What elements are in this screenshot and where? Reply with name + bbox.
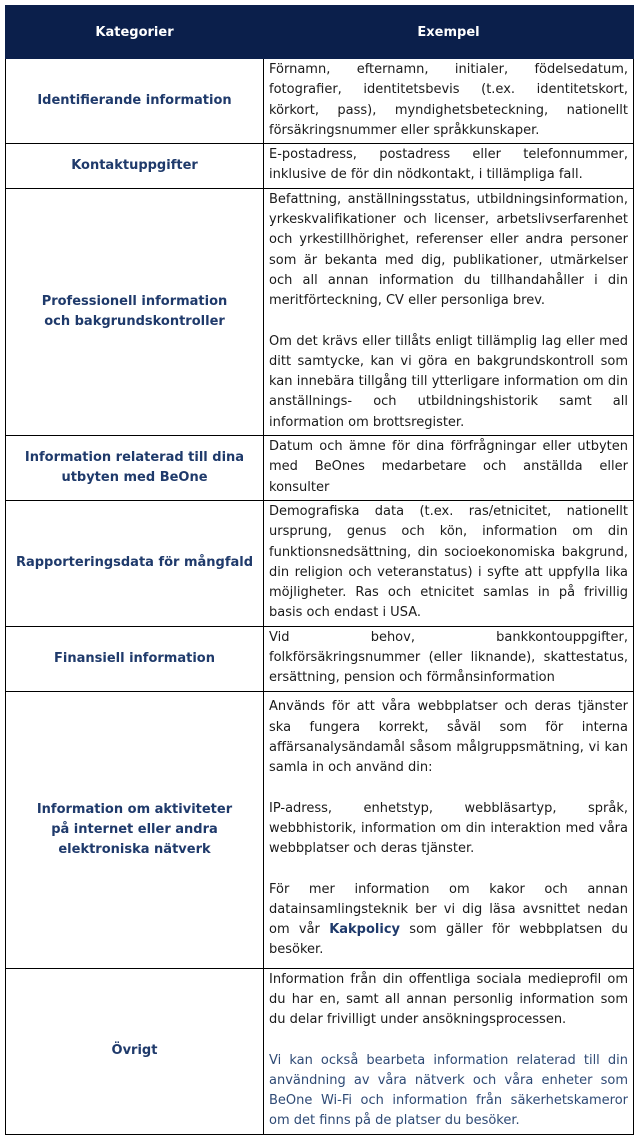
table-row bbox=[6, 188, 634, 435]
example-text-segment: som gäller för webbplatsen du besöker. bbox=[269, 922, 629, 958]
category-label-line: och bakgrundskontroller bbox=[44, 313, 225, 329]
example-text: E-postadress, postadress eller telefonnummer, inklusive de för din nödkontakt, i tillämpliga fall. bbox=[269, 147, 628, 183]
example-text: Om det krävs eller tillåts enligt tillämplig lag eller med ditt samtycke, kan vi göra en bakgrundskontroll som kan innebära tillgång till ytterligare information om din anställnings- och utbildningshistorik samt all information om brottsregister. bbox=[269, 333, 628, 430]
example-cell bbox=[264, 188, 634, 435]
example-text: Vi kan också bearbeta information relaterad till din användning av våra nätverk och våra enheter som BeOne Wi-Fi och information från säkerhetskameror om det finns på de platser du besöker. bbox=[269, 1052, 628, 1129]
category-label-line: elektroniska nätverk bbox=[58, 841, 211, 857]
category-label: Kontaktuppgifter bbox=[71, 157, 198, 173]
cookie-policy-link[interactable]: Kakpolicy bbox=[329, 922, 401, 938]
header-example: Exempel bbox=[264, 6, 634, 59]
example-text: Befattning, anställningsstatus, utbildningsinformation, yrkeskvalifikationer och licenser, arbetslivserfarenhet och yrkestillhörighet, referenser eller andra personer som är bekanta med dig, publikationer, utmärkelser och all annan information du tillhandahåller i din meritförteckning, CV eller personliga brev. bbox=[269, 191, 628, 309]
category-cell bbox=[6, 436, 264, 501]
header-category: Kategorier bbox=[6, 6, 264, 59]
example-text: Demografiska data (t.ex. ras/etnicitet, nationellt ursprung, genus och kön, information om din funktionsnedsättning, din socioekonomiska bakgrund, din religion och veteranstatus) i syfte att uppfylla lika möjligheter. Ras och etnicitet samlas in på frivillig basis och endast i USA. bbox=[269, 503, 628, 621]
category-label: Övrigt bbox=[111, 1043, 158, 1059]
category-cell bbox=[6, 144, 264, 189]
example-cell bbox=[264, 500, 634, 626]
example-text: Vid behov, bankkontouppgifter, folkförsäkringsnummer (eller liknande), skattestatus, ersättning, pension och förmånsinformation bbox=[269, 629, 628, 686]
category-label: Rapporteringsdata för mångfald bbox=[15, 555, 254, 571]
data-categories-table-wrapper bbox=[5, 5, 633, 1135]
table-row bbox=[6, 968, 634, 1134]
table-row bbox=[6, 144, 634, 189]
category-cell bbox=[6, 188, 264, 435]
example-cell bbox=[264, 144, 634, 189]
category-label: Finansiell information bbox=[54, 650, 215, 666]
table-row bbox=[6, 626, 634, 691]
example-text: Förnamn, efternamn, initialer, födelsedatum, fotografier, identitetsbevis (t.ex. identitetskort, körkort, pass), myndighetsbeteckning, nationellt försäkringsnummer eller språkkunskaper. bbox=[269, 62, 628, 138]
category-label-line: utbyten med BeOne bbox=[61, 469, 208, 485]
example-cell bbox=[264, 968, 634, 1134]
example-text: Används för att våra webbplatser och deras tjänster ska fungera korrekt, såväl som för interna affärsanalysändamål såsom målgruppsmätning, vi kan samla in och använd din: bbox=[269, 699, 628, 776]
category-label-line: Information om aktiviteter bbox=[36, 801, 233, 817]
example-cell bbox=[264, 436, 634, 501]
table-row bbox=[6, 500, 634, 626]
data-categories-table bbox=[5, 5, 634, 1135]
table-row bbox=[6, 691, 634, 968]
example-cell bbox=[264, 59, 634, 144]
category-cell bbox=[6, 626, 264, 691]
category-cell bbox=[6, 691, 264, 968]
category-cell bbox=[6, 59, 264, 144]
category-label-line: Professionell information bbox=[41, 293, 228, 309]
category-cell bbox=[6, 968, 264, 1134]
example-cell bbox=[264, 626, 634, 691]
example-text: Information från din offentliga sociala medieprofil om du har en, samt all annan personlig information som du delar frivilligt under ansökningsprocessen. bbox=[269, 971, 628, 1028]
example-text: IP-adress, enhetstyp, webbläsartyp, språk, webbhistorik, information om din interaktion med våra webbplatser och deras tjänster. bbox=[269, 800, 628, 857]
table-row bbox=[6, 436, 634, 501]
category-label-line: Information relaterad till dina bbox=[24, 449, 245, 465]
category-cell bbox=[6, 500, 264, 626]
example-text bbox=[269, 880, 628, 961]
table-row bbox=[6, 59, 634, 144]
category-label: Identifierande information bbox=[37, 93, 232, 109]
example-text-segment: För mer information om kakor och annan datainsamlingsteknik ber vi dig läsa avsnittet nedan om vår bbox=[269, 881, 628, 938]
example-cell bbox=[264, 691, 634, 968]
example-text: Datum och ämne för dina förfrågningar eller utbyten med BeOnes medarbetare och anställda eller konsulter bbox=[269, 439, 628, 495]
table-header-row bbox=[6, 6, 634, 59]
category-label-line: på internet eller andra bbox=[51, 821, 218, 837]
